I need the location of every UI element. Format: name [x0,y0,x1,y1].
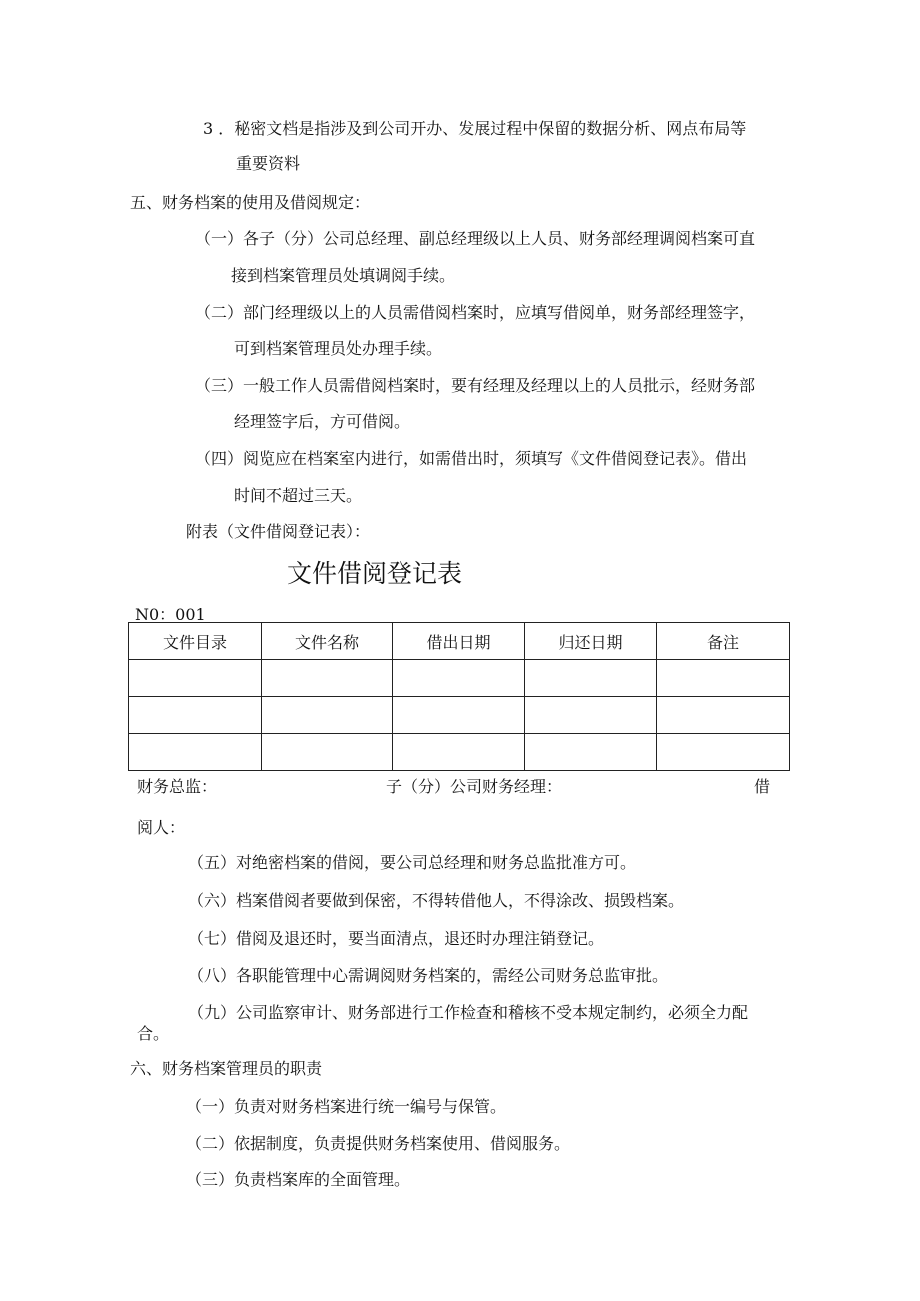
signature-subsidiary-manager: 子（分）公司财务经理： [386,777,563,796]
rule-7: （七）借阅及退还时，要当面清点，退还时办理注销登记。 [188,929,605,948]
duty-3: （三）负责档案库的全面管理。 [186,1170,411,1189]
item3-line1: 3 ．秘密文档是指涉及到公司开办、发展过程中保留的数据分析、网点布局等 [203,119,747,138]
rule-3-line1: （三）一般工作人员需借阅档案时，要有经理及经理以上的人员批示，经财务部 [195,376,756,395]
col-header-directory: 文件目录 [129,623,262,660]
table-cell[interactable] [393,734,525,771]
form-number: N0：001 [135,605,206,624]
col-header-file-name: 文件名称 [262,623,393,660]
borrow-register-table [128,622,790,771]
table-row [129,734,790,771]
rule-6: （六）档案借阅者要做到保密，不得转借他人，不得涂改、损毁档案。 [188,891,685,910]
table-cell[interactable] [262,734,393,771]
rule-9: （九）公司监察审计、财务部进行工作检查和稽核不受本规定制约，必须全力配 [188,1003,749,1022]
item3-line2: 重要资料 [236,154,301,173]
table-cell[interactable] [129,734,262,771]
table-cell[interactable] [393,697,525,734]
rule-2-line2: 可到档案管理员处办理手续。 [234,339,443,358]
signature-borrower-part2: 阅人： [137,818,186,837]
table-cell[interactable] [129,697,262,734]
rule-2-line1: （二）部门经理级以上的人员需借阅档案时，应填写借阅单，财务部经理签字， [195,303,756,322]
col-header-borrow-date: 借出日期 [393,623,525,660]
col-header-return-date: 归还日期 [525,623,657,660]
table-cell[interactable] [393,660,525,697]
form-title: 文件借阅登记表 [287,559,463,588]
appendix-label: 附表（文件借阅登记表）： [186,522,371,541]
table-row [129,660,790,697]
table-cell[interactable] [525,734,657,771]
signature-cfo: 财务总监： [137,777,218,796]
table-cell[interactable] [262,660,393,697]
table-cell[interactable] [657,660,790,697]
rule-4-line2: 时间不超过三天。 [234,486,363,505]
rule-1-line2: 接到档案管理员处填调阅手续。 [231,266,456,285]
table-row [129,697,790,734]
table-cell[interactable] [525,660,657,697]
section6-heading: 六、财务档案管理员的职责 [130,1059,323,1078]
rule-3-line2: 经理签字后，方可借阅。 [234,412,411,431]
rule-8: （八）各职能管理中心需调阅财务档案的，需经公司财务总监审批。 [188,966,669,985]
rule-1-line1: （一）各子（分）公司总经理、副总经理级以上人员、财务部经理调阅档案可直 [195,229,756,248]
duty-2: （二）依据制度，负责提供财务档案使用、借阅服务。 [186,1134,571,1153]
table-cell[interactable] [657,697,790,734]
rule-9-tail: 合。 [137,1024,170,1043]
rule-4-line1: （四）阅览应在档案室内进行，如需借出时，须填写《文件借阅登记表》。借出 [195,449,748,468]
signature-borrower-part1: 借 [754,777,771,796]
rule-5: （五）对绝密档案的借阅，要公司总经理和财务总监批准方可。 [188,853,637,872]
table-cell[interactable] [262,697,393,734]
duty-1: （一）负责对财务档案进行统一编号与保管。 [186,1097,507,1116]
table-cell[interactable] [657,734,790,771]
table-header-row [129,623,790,660]
col-header-remarks: 备注 [657,623,790,660]
section5-heading: 五、财务档案的使用及借阅规定： [130,193,371,212]
table-cell[interactable] [525,697,657,734]
table-cell[interactable] [129,660,262,697]
